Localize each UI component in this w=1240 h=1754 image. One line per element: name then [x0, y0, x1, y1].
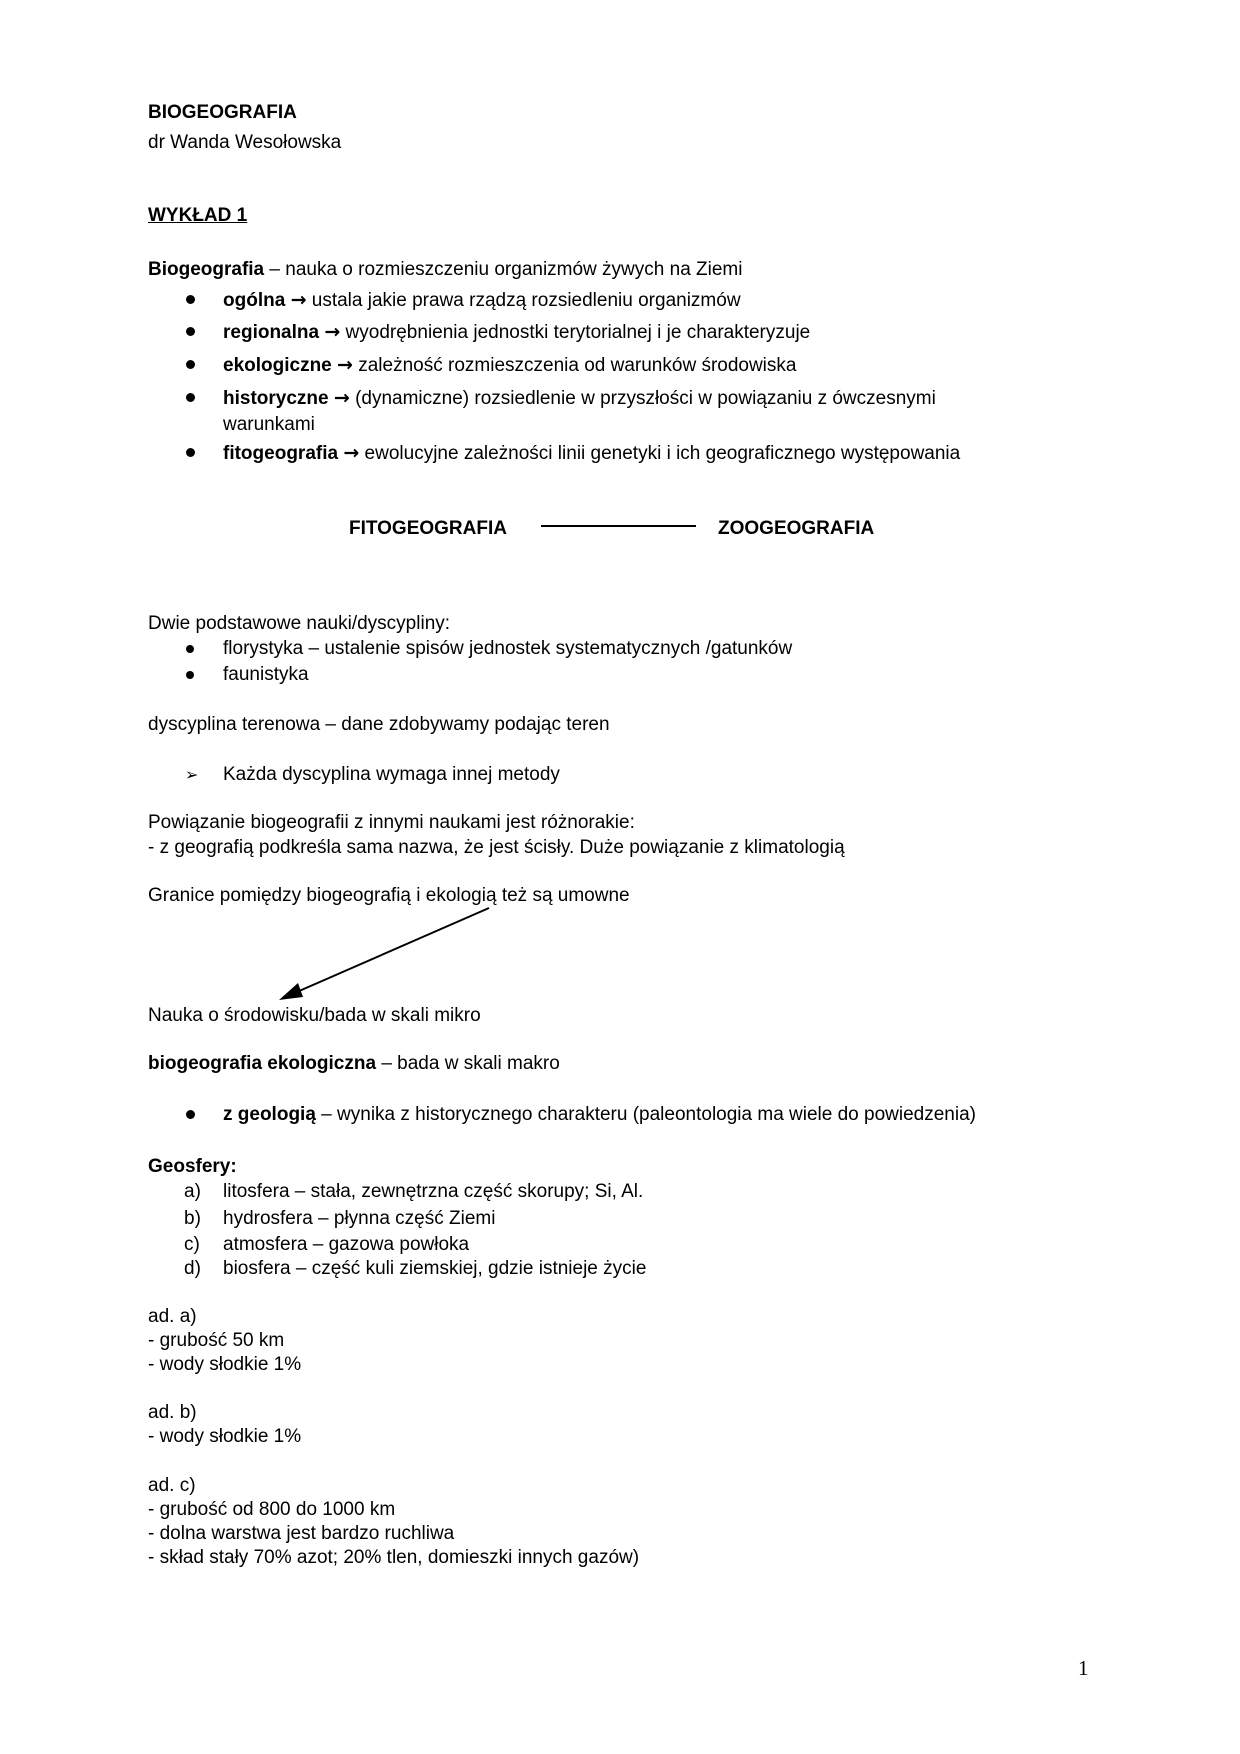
branch-text: (dynamiczne) rozsiedlenie w przyszłości w powiązaniu z ówczesnymi: [349, 388, 936, 409]
list-label: c): [184, 1234, 200, 1255]
ad-b-title: ad. b): [148, 1402, 197, 1423]
macro-term: biogeografia ekologiczna: [148, 1053, 377, 1074]
branch-text: zależność rozmieszczenia od warunków środowiska: [352, 355, 797, 376]
borders-text: Granice pomiędzy biogeografią i ekologią też są umowne: [148, 885, 630, 906]
geosfery-title: Geosfery:: [148, 1156, 237, 1177]
geology-text: – wynika z historycznego charakteru (paleontologia ma wiele do powiedzenia): [315, 1104, 976, 1125]
arrowhead-bullet-icon: ➢: [185, 765, 199, 784]
branch-term: ogólna: [223, 290, 286, 311]
list-text: atmosfera – gazowa powłoka: [223, 1234, 470, 1255]
page-number: 1: [1078, 1656, 1089, 1680]
method-note-text: Każda dyscyplina wymaga innej metody: [223, 764, 560, 785]
branch-term: historyczne: [223, 388, 329, 409]
list-text: biosfera – część kuli ziemskiej, gdzie istnieje życie: [223, 1258, 647, 1279]
list-label: d): [184, 1258, 201, 1279]
list-text: hydrosfera – płynna część Ziemi: [223, 1208, 496, 1229]
macro-text: – bada w skali makro: [376, 1053, 560, 1074]
branch-term: regionalna: [223, 322, 320, 343]
branch-text: ustala jakie prawa rządzą rozsiedleniu organizmów: [306, 290, 741, 311]
zoogeografia-label: ZOOGEOGRAFIA: [718, 518, 875, 539]
branch-term: ekologiczne: [223, 355, 332, 376]
field-note: dyscyplina terenowa – dane zdobywamy podając teren: [148, 714, 610, 735]
bullet-icon: [186, 1110, 195, 1119]
arrow-right-icon: →: [343, 442, 360, 464]
branch-term: fitogeografia: [223, 443, 339, 464]
arrow-right-icon: →: [290, 289, 307, 311]
definition-text: – nauka o rozmieszczeniu organizmów żywych na Ziemi: [264, 259, 743, 280]
arrow-right-icon: →: [333, 387, 350, 409]
ad-b-line: - wody słodkie 1%: [148, 1426, 302, 1447]
branch-text-continued: warunkami: [223, 414, 315, 435]
author: dr Wanda Wesołowska: [148, 132, 342, 153]
document-title: BIOGEOGRAFIA: [148, 102, 297, 123]
ad-a-title: ad. a): [148, 1306, 197, 1327]
geology-term: z geologią: [223, 1104, 316, 1125]
list-label: a): [184, 1181, 201, 1202]
list-text: litosfera – stała, zewnętrzna część skorupy; Si, Al.: [223, 1181, 644, 1202]
arrow-right-icon: →: [324, 321, 341, 343]
ad-c-line: - grubość od 800 do 1000 km: [148, 1499, 396, 1520]
ad-a-line: - grubość 50 km: [148, 1330, 285, 1351]
links-line-1: Powiązanie biogeografii z innymi naukami jest różnorakie:: [148, 812, 635, 833]
branch-text: ewolucyjne zależności linii genetyki i ich geograficznego występowania: [359, 443, 961, 464]
macro-line: [148, 1052, 560, 1076]
ad-c-title: ad. c): [148, 1475, 196, 1496]
list-label: b): [184, 1208, 201, 1229]
links-line-2: - z geografią podkreśla sama nazwa, że jest ścisły. Duże powiązanie z klimatologią: [148, 837, 845, 858]
ad-c-line: - skład stały 70% azot; 20% tlen, domieszki innych gazów): [148, 1547, 640, 1568]
arrow-right-icon: →: [337, 354, 353, 376]
discipline-text: florystyka – ustalenie spisów jednostek systematycznych /gatunków: [223, 638, 793, 659]
micro-text: Nauka o środowisku/bada w skali mikro: [148, 1005, 481, 1026]
lecture-heading: WYKŁAD 1: [148, 205, 248, 226]
geology-line: [223, 1103, 976, 1127]
definition-term: Biogeografia: [148, 259, 265, 280]
branch-text: wyodrębnienia jednostki terytorialnej i je charakteryzuje: [340, 322, 811, 343]
ad-a-line: - wody słodkie 1%: [148, 1354, 302, 1375]
disciplines-intro: Dwie podstawowe nauki/dyscypliny:: [148, 613, 451, 634]
discipline-text: faunistyka: [223, 664, 309, 685]
fitogeografia-label: FITOGEOGRAFIA: [349, 518, 507, 539]
ad-c-line: - dolna warstwa jest bardzo ruchliwa: [148, 1523, 455, 1544]
